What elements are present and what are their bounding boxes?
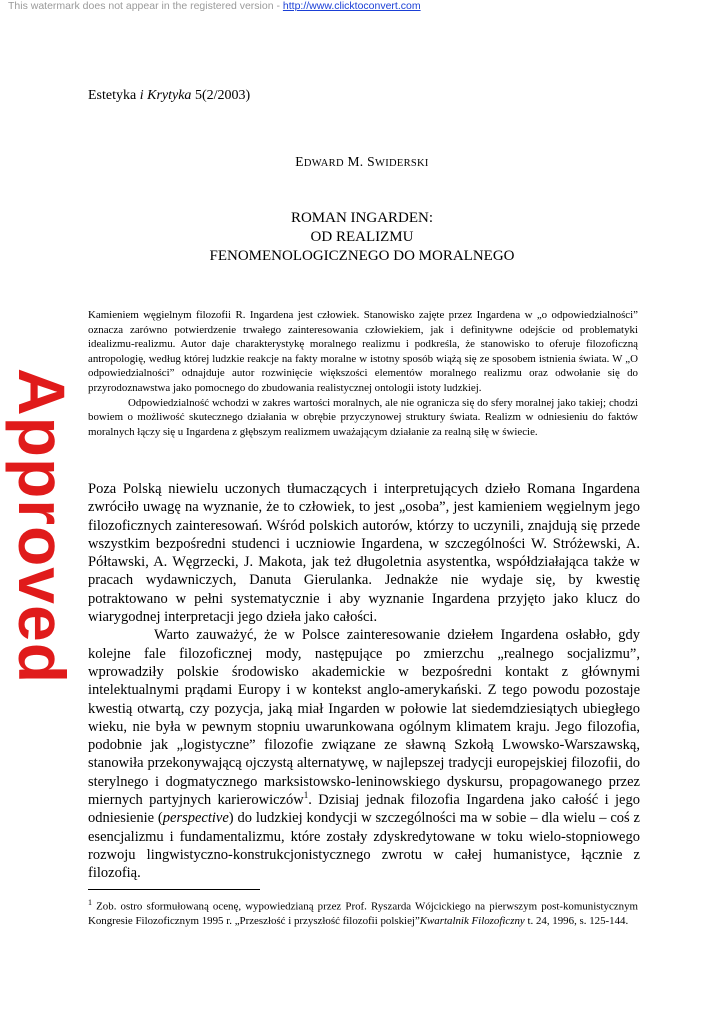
watermark-text: This watermark does not appear in the registered version -	[8, 0, 283, 12]
main-text	[88, 480, 640, 883]
footnote-ref-1[interactable]: 1	[303, 790, 309, 801]
body-p2-part-b: . Dzisiaj jednak filozofia Ingardena jako całość i jego odniesienie (	[88, 792, 640, 827]
journal-issue: 5(2/2003)	[191, 88, 251, 103]
title-line-1: ROMAN INGARDEN:	[290, 210, 434, 226]
footnote-1	[88, 896, 638, 929]
body-p2-emphasis: perspective	[162, 810, 229, 827]
footnote-number: 1	[88, 898, 92, 907]
journal-name-part2: i Krytyka	[139, 88, 192, 103]
approved-stamp: Approved	[5, 368, 79, 685]
title-line-2: OD REALIZMU	[310, 229, 414, 245]
author-last-initial: S	[367, 154, 375, 169]
author-name	[0, 154, 724, 170]
watermark-link[interactable]: http://www.clicktoconvert.com	[282, 0, 421, 12]
body-p2-part-a: Warto zauważyć, że w Polsce zainteresowanie dziełem Ingardena osłabło, gdy kolejne fale filozoficznej mody, następujące po zmierzchu „realnego socjalizmu”, wprowadziły polskie środowisko akademickie w bezpośredni kontakt z głównymi intelektualnymi prądami Europy i w kontekst anglo-amerykański. Z tego powodu pozostaje kwestią otwartą, czy pozycja, jaką miał Ingarden w połowie lat siedemdziesiątych ubiegłego wieku, nie była w pewnym stopniu uwarunkowana ogólnym klimatem kraju. Jego filozofia, podobnie jak „logistyczne” filozofie związane ze sławną Szkołą Lwowsko-Warszawską, stanowiła przekonywającą ojczystą alternatywę, w najlepszej tradycji europejskiej filozofii, do sterylnego i dogmatycznego marksistowsko-leninowskiego dyskursu, propagowanego przez miernych partyjnych karierowiczów	[88, 627, 640, 809]
footnote-divider	[88, 889, 260, 890]
body-paragraph-2	[88, 626, 640, 882]
journal-header	[88, 88, 250, 104]
footnote-text-b: t. 24, 1996, s. 125-144.	[524, 915, 629, 928]
footnote-journal: Kwartalnik Filozoficzny	[419, 915, 525, 928]
author-middle: M.	[343, 154, 368, 169]
abstract	[88, 308, 638, 439]
abstract-paragraph-2: Odpowiedzialność wchodzi w zakres wartości moralnych, ale nie ogranicza się do sfery moralnej jako takiej; chodzi bowiem o możliwość skutecznego działania w obrębie przyczynowej struktury świata. Realizm w odniesieniu do faktów moralnych łączy się u Ingardena z głębszym realizmem uważającym działanie za realną siłę w świecie.	[88, 396, 638, 438]
abstract-paragraph-1: Kamieniem węgielnym filozofii R. Ingardena jest człowiek. Stanowisko zajęte przez Ingardena w „o odpowiedzialności” oznacza zarówno potwierdzenie trwałego zainteresowania człowiekiem, jak i definitywne odejście od problematyki idealizmu-realizmu. Autor daje charakterystykę moralnego realizmu i podkreśla, że stanowisko to oferuje filozoficzną antropologię, według której ludzkie reakcje na fakty moralne w istotny sposób wiążą się ze sposobem istnienia świata. W „O odpowiedzialności” odnajduje autor rozwinięcie większości elementów moralnego realizmu oraz odwołanie się do przyrodoznawstwa jako pomocnego do zbudowania realistycznej ontologii istoty ludzkiej.	[88, 309, 638, 394]
title-line-3: FENOMENOLOGICZNEGO DO MORALNEGO	[209, 248, 515, 264]
article-title	[0, 209, 724, 266]
author-first-rest: DWARD	[303, 158, 344, 169]
author-last-rest: WIDERSKI	[374, 158, 429, 169]
author-first-initial: E	[295, 154, 304, 169]
journal-name-part1: Estetyka	[88, 88, 140, 103]
body-p2-part-c: ) do ludzkiej kondycji w szczególności ma w sobie – dla wielu – coś z esencjalizmu i fundamentalizmu, które zostały zdyskredytowane w toku wielo-stopniowego rozwoju lingwistyczno-konstrukcjonistycznego zwrotu w całej humanistyce, łącznie z filozofią.	[88, 810, 640, 882]
converter-watermark	[8, 0, 421, 12]
body-paragraph-1: Poza Polską niewielu uczonych tłumaczących i interpretujących dzieło Romana Ingardena zwróciło uwagę na wyznanie, że to człowiek, to jest „osoba”, jest kamieniem węgielnym jego filozoficznych zainteresowań. Wśród polskich autorów, którzy to uczynili, znajdują się przede wszystkim bezpośredni studenci i uczniowie Ingardena, w szczególności W. Stróżewski, A. Półtawski, A. Węgrzecki, J. Makota, jak też długoletnia asystentka, współdziałająca także w pracach wydawniczych, Danuta Gierulanka. Jednakże nie wydaje się, by kwestię potraktowano w pełni systematycznie i aby wyznanie Ingardena przyjęto jako klucz do wiarygodnej interpretacji jego dzieła jako całości.	[88, 481, 640, 626]
footnote-text-a: Zob. ostro sformułowaną ocenę, wypowiedzianą przez Prof. Ryszarda Wójcickiego na pierwszym post-komunistycznym Kongresie Filozoficznym 1995 r. „Przeszłość i przyszłość filozofii polskiej”	[88, 900, 638, 928]
